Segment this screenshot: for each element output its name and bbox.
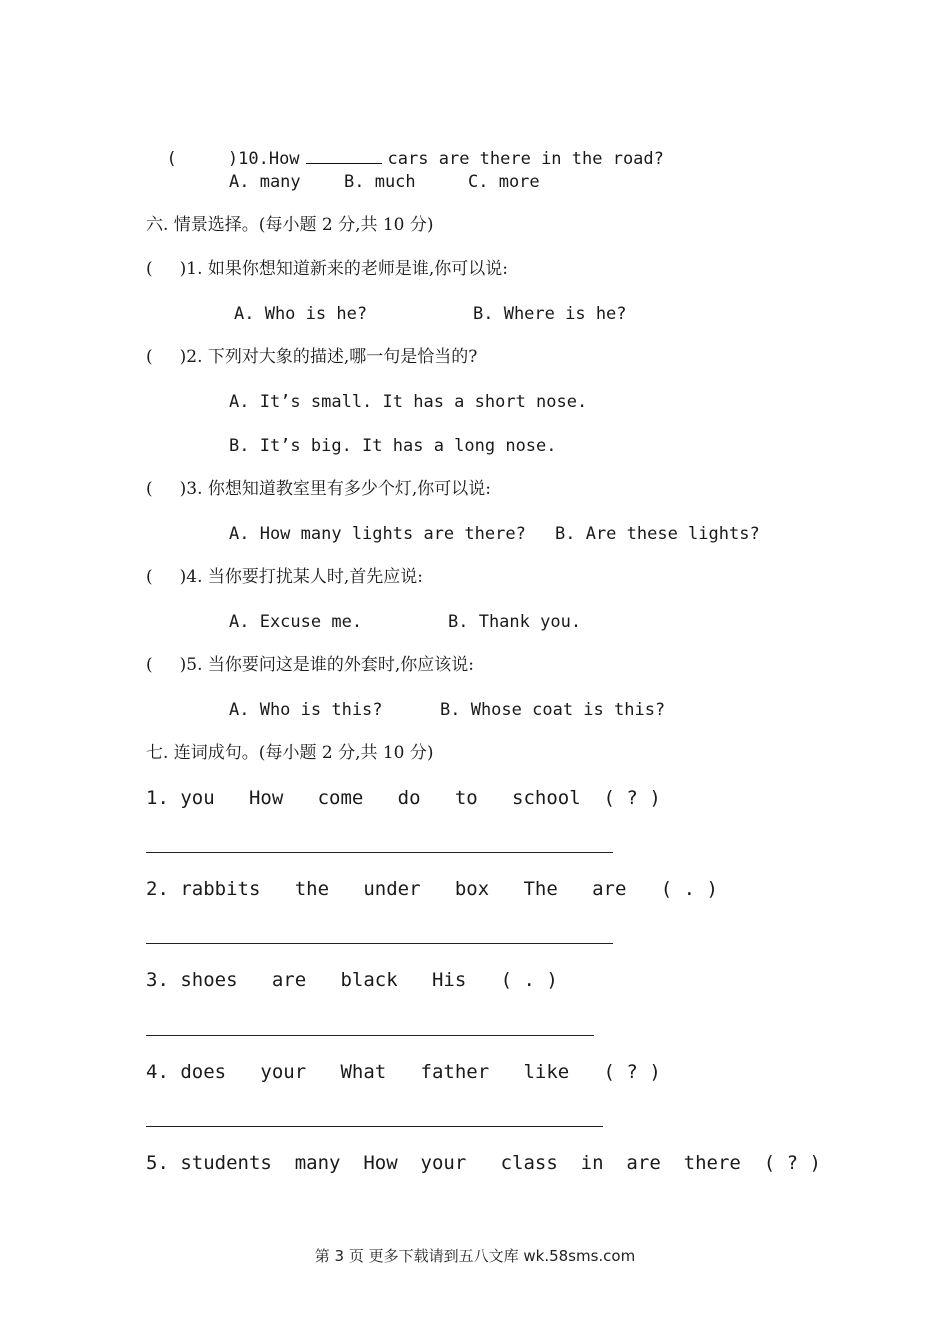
answer-line-2[interactable] [146, 943, 613, 944]
answer-blank[interactable] [306, 149, 382, 164]
section-7-item-4: 4. does your What father like ( ? ) [146, 1061, 661, 1083]
section-6-title: 六. 情景选择。(每小题 2 分,共 10 分) [146, 215, 434, 235]
section-7-item-2: 2. rabbits the under box The are ( . ) [146, 878, 718, 900]
question-10-option-b: B. much [344, 172, 416, 192]
section-6-q3-option-a: A. How many lights are there? [229, 524, 526, 544]
section-6-q5-stem: ( )5. 当你要问这是谁的外套时,你应该说: [146, 655, 475, 675]
section-7-item-1: 1. you How come do to school ( ? ) [146, 787, 661, 809]
section-7-item-3: 3. shoes are black His ( . ) [146, 969, 558, 991]
section-6-q5-option-b: B. Whose coat is this? [440, 700, 666, 720]
page-footer: 第 3 页 更多下载请到五八文库 wk.58sms.com [314, 1247, 636, 1265]
section-6-q2-stem: ( )2. 下列对大象的描述,哪一句是恰当的? [146, 347, 478, 367]
answer-line-1[interactable] [146, 852, 613, 853]
section-6-q4-stem: ( )4. 当你要打扰某人时,首先应说: [146, 567, 424, 587]
question-10 [146, 126, 664, 170]
section-6-q1-stem: ( )1. 如果你想知道新来的老师是谁,你可以说: [146, 259, 509, 279]
section-6-q1-option-b: B. Where is he? [473, 304, 627, 324]
section-6-q2-option-b: B. It’s big. It has a long nose. [229, 436, 557, 456]
section-6-q3-stem: ( )3. 你想知道教室里有多少个灯,你可以说: [146, 479, 492, 499]
section-6-q4-option-b: B. Thank you. [448, 612, 582, 632]
section-6-q2-option-a: A. It’s small. It has a short nose. [229, 392, 588, 412]
section-7-title: 七. 连词成句。(每小题 2 分,共 10 分) [146, 743, 434, 763]
section-6-q3-option-b: B. Are these lights? [555, 524, 760, 544]
section-6-q4-option-a: A. Excuse me. [229, 612, 363, 632]
section-6-q1-option-a: A. Who is he? [234, 304, 368, 324]
question-10-stem-start: ( )10.How [166, 149, 300, 169]
answer-line-3[interactable] [146, 1035, 594, 1036]
section-6-q5-option-a: A. Who is this? [229, 700, 383, 720]
question-10-option-a: A. many [229, 172, 301, 192]
section-7-item-5: 5. students many How your class in are there ( ? ) [146, 1152, 821, 1174]
question-10-option-c: C. more [468, 172, 540, 192]
question-10-stem-end: cars are there in the road? [387, 149, 664, 169]
answer-line-4[interactable] [146, 1126, 603, 1127]
